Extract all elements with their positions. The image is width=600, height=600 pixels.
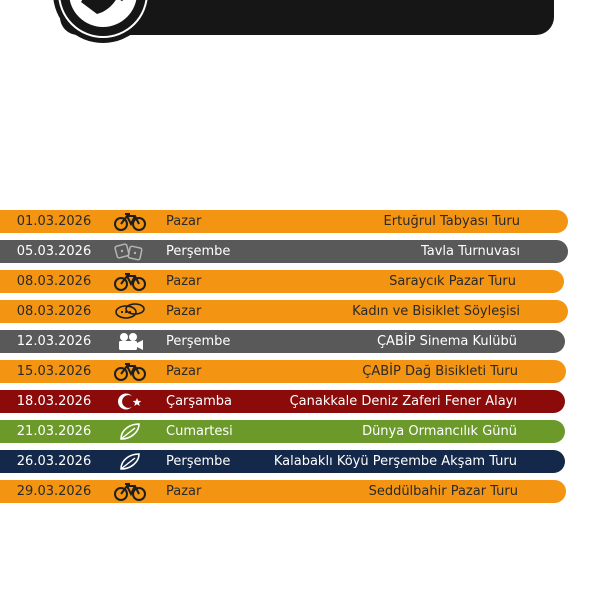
event-day: Perşembe xyxy=(166,244,231,259)
event-date: 21.03.2026 xyxy=(16,424,92,439)
event-title: Kalabaklı Köyü Perşembe Akşam Turu xyxy=(273,454,517,469)
bicycle-icon xyxy=(113,482,147,501)
page-title xyxy=(292,0,542,2)
event-title: Dünya Ormancılık Günü xyxy=(362,424,517,439)
bicycle-icon xyxy=(113,362,147,381)
event-row xyxy=(0,450,565,473)
event-row xyxy=(0,330,565,353)
event-row xyxy=(0,420,565,443)
event-day: Cumartesi xyxy=(166,424,233,439)
event-row xyxy=(0,300,568,323)
event-day: Perşembe xyxy=(166,454,231,469)
svg-text:2016: 2016 xyxy=(95,27,111,34)
event-date: 26.03.2026 xyxy=(16,454,92,469)
event-row xyxy=(0,390,565,413)
bicycle-icon xyxy=(113,272,147,291)
leaf-icon xyxy=(113,422,147,441)
event-date: 18.03.2026 xyxy=(16,394,92,409)
event-date: 08.03.2026 xyxy=(16,274,92,289)
event-date: 05.03.2026 xyxy=(16,244,92,259)
film-camera-icon xyxy=(113,332,147,351)
dice-icon xyxy=(113,242,147,261)
event-title: Ertuğrul Tabyası Turu xyxy=(383,214,520,229)
event-day: Pazar xyxy=(166,484,202,499)
event-day: Pazar xyxy=(166,214,202,229)
event-row xyxy=(0,480,566,503)
event-date: 15.03.2026 xyxy=(16,364,92,379)
event-day: Pazar xyxy=(166,304,202,319)
event-day: Pazar xyxy=(166,274,202,289)
event-date: 01.03.2026 xyxy=(16,214,92,229)
event-date: 29.03.2026 xyxy=(16,484,92,499)
event-row xyxy=(0,210,568,233)
club-logo xyxy=(53,0,153,46)
event-date: 08.03.2026 xyxy=(16,304,92,319)
chat-bubble-icon xyxy=(113,302,147,321)
event-title: Çanakkale Deniz Zaferi Fener Alayı xyxy=(289,394,517,409)
event-title: ÇABİP Dağ Bisikleti Turu xyxy=(362,364,518,379)
event-day: Perşembe xyxy=(166,334,231,349)
crescent-star-icon xyxy=(113,392,147,411)
event-row xyxy=(0,240,568,263)
event-title: Tavla Turnuvası xyxy=(420,244,520,259)
event-row xyxy=(0,270,564,293)
leaf-icon xyxy=(113,452,147,471)
bicycle-icon xyxy=(113,212,147,231)
event-title: ÇABİP Sinema Kulübü xyxy=(376,334,517,349)
event-title: Saraycık Pazar Turu xyxy=(389,274,516,289)
event-title: Seddülbahir Pazar Turu xyxy=(368,484,518,499)
event-title: Kadın ve Bisiklet Söyleşisi xyxy=(352,304,520,319)
event-day: Pazar xyxy=(166,364,202,379)
event-day: Çarşamba xyxy=(166,394,233,409)
event-date: 12.03.2026 xyxy=(16,334,92,349)
event-row xyxy=(0,360,566,383)
